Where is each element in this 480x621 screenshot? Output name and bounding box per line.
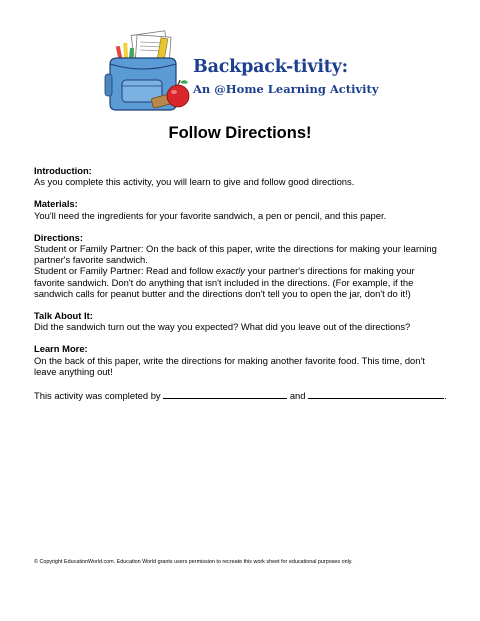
learn-more-heading: Learn More: [34,343,88,355]
completed-by-blank-1[interactable] [163,390,287,399]
materials-section [34,198,446,220]
page-title: Follow Directions! [168,124,312,142]
directions-paragraph-2 [34,265,446,299]
directions-paragraph-1: Student or Family Partner: On the back of this paper, write the directions for making your learning partner's favorite sandwich. [34,243,437,266]
talk-about-it-heading: Talk About It: [34,310,93,322]
directions-paragraph-2-start: Student or Family Partner: Read and follow [34,265,216,277]
directions-heading: Directions: [34,231,83,243]
completion-prefix: This activity was completed by [34,390,164,402]
directions-section [34,232,446,299]
introduction-heading: Introduction: [34,165,92,176]
talk-about-it-text: Did the sandwich turn out the way you expected? What did you leave out of the directions? [34,321,411,333]
brand-title: Backpack-tivity: [193,57,348,77]
completion-suffix: . [444,390,447,402]
completion-middle: and [287,390,309,402]
completion-line [34,390,446,401]
introduction-text: As you complete this activity, you will learn to give and follow good directions. [34,176,355,188]
introduction-section [34,165,446,187]
backpack-logo-icon [100,30,192,114]
copyright-notice: © Copyright EducationWorld.com. Education World grants users permission to recreate this work sheet for educational purposes only. [34,559,353,565]
worksheet-content [34,165,446,401]
learn-more-section [34,343,446,377]
directions-paragraph-2-end: your partner's directions for making your favorite sandwich. Don't do anything that isn't included in the directions. (For example, if the sandwich calls for peanut butter and the directions don't tell you to open the jar, don't do it!) [34,265,415,299]
talk-about-it-section [34,310,446,332]
completed-by-blank-2[interactable] [308,390,444,399]
brand-subtitle: An @Home Learning Activity [193,82,379,96]
directions-emphasis: exactly [215,265,246,277]
materials-heading: Materials: [34,198,78,210]
materials-text: You'll need the ingredients for your favorite sandwich, a pen or pencil, and this paper. [34,209,387,221]
learn-more-text: On the back of this paper, write the directions for making another favorite food. This time, don't leave anything out! [34,354,425,377]
